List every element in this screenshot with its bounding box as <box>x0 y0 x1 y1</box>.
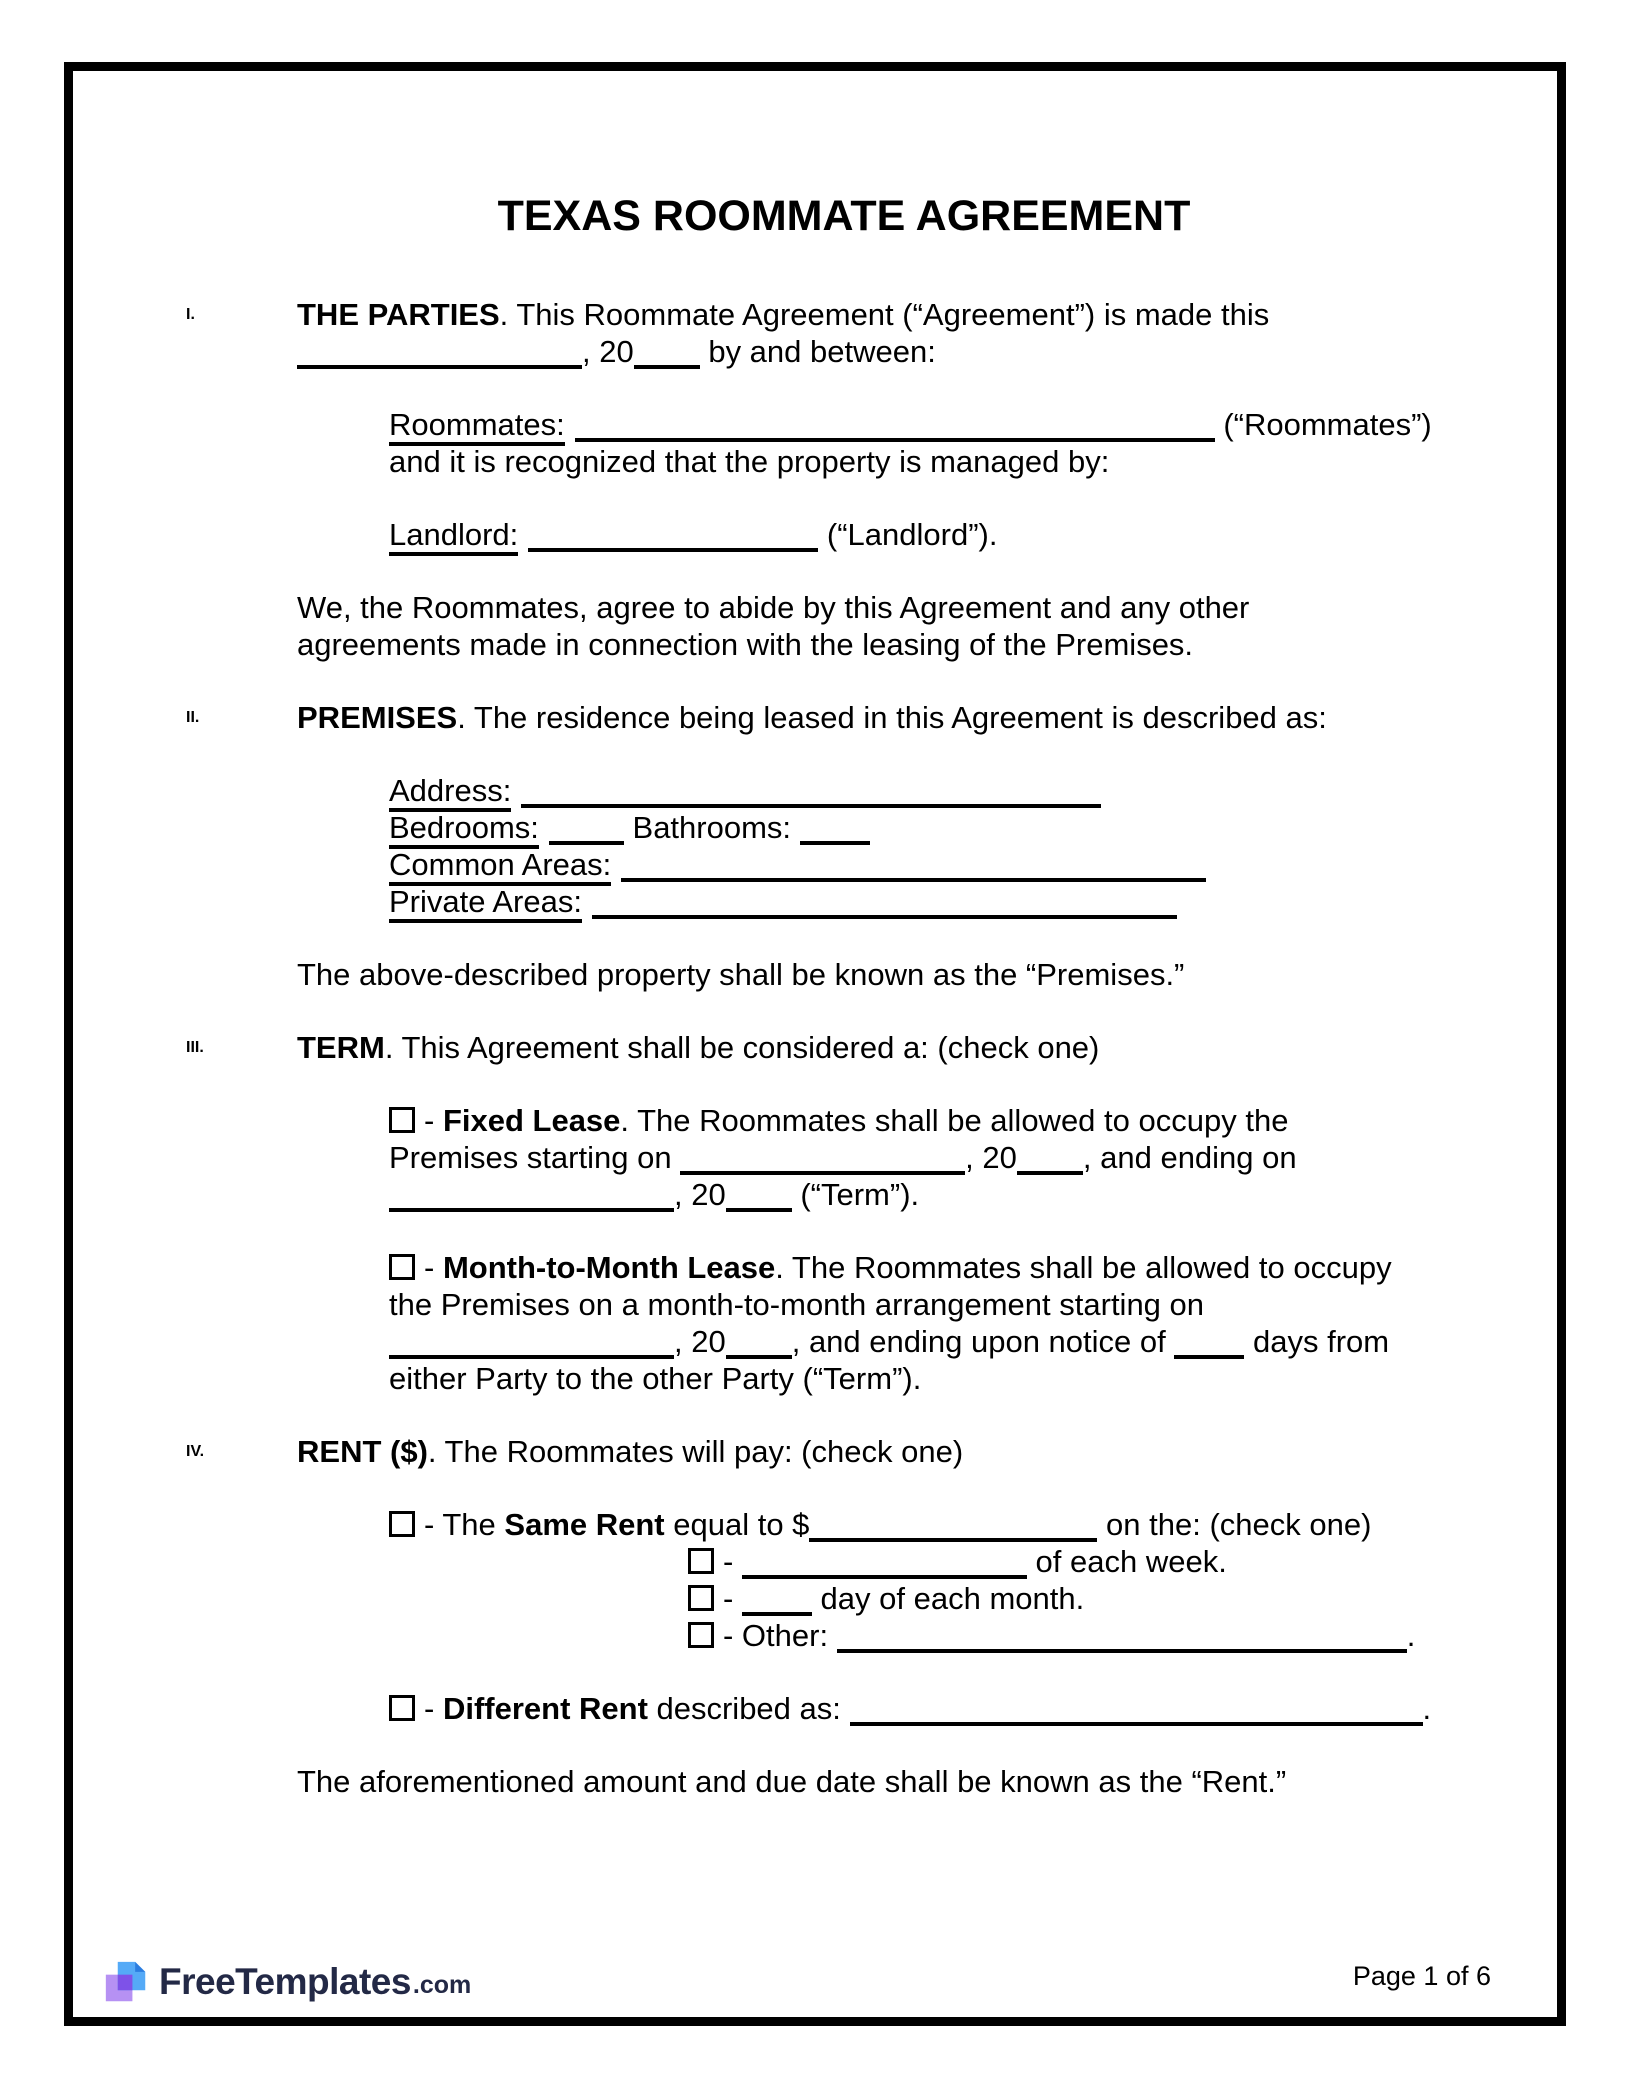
roommates-label: Roommates: <box>389 407 565 446</box>
bedrooms-label: Bedrooms: <box>389 810 539 849</box>
m2m-line-2 <box>389 1286 1502 1323</box>
parties-between-text: by and between: <box>699 334 936 369</box>
section-the-parties <box>186 296 1502 370</box>
rent-note-text: The aforementioned amount and due date shall be known as the “Rent.” <box>297 1764 1287 1799</box>
m2m-label: Month-to-Month Lease <box>442 1250 776 1285</box>
address-line <box>389 772 1502 809</box>
m2m-notice-days-blank[interactable] <box>1174 1327 1244 1359</box>
rent-line-1 <box>297 1433 1502 1470</box>
month-to-month-block <box>389 1249 1502 1397</box>
weekly-option-line <box>688 1543 1502 1580</box>
section-parties-numeral: I. <box>186 306 195 323</box>
fixed-lease-line-3 <box>389 1176 1502 1213</box>
landlord-block <box>389 516 1502 553</box>
roommates-managed-text: and it is recognized that the property is managed by: <box>389 444 1110 479</box>
fixed-end-year-prefix: , 20 <box>674 1177 726 1212</box>
m2m-days-text: days from <box>1244 1324 1390 1359</box>
monthly-text: day of each month. <box>811 1581 1085 1616</box>
different-rent-checkbox[interactable] <box>389 1695 415 1721</box>
rent-note-paragraph <box>186 1763 1502 1800</box>
different-rent-line <box>389 1690 1502 1727</box>
same-rent-end-text: on the: (check one) <box>1097 1507 1372 1542</box>
m2m-start-date-blank[interactable] <box>389 1327 674 1359</box>
section-term-numeral: III. <box>186 1039 204 1056</box>
roommates-managed-line <box>389 443 1502 480</box>
fixed-ending-text: , and ending on <box>1082 1140 1297 1175</box>
premises-note-paragraph <box>186 956 1502 993</box>
premises-note-line <box>297 956 1502 993</box>
rent-note-line <box>297 1763 1502 1800</box>
fixed-lease-sep: - <box>424 1103 443 1138</box>
weekly-day-blank[interactable] <box>742 1547 1027 1579</box>
rent-schedule-options <box>688 1543 1502 1654</box>
roommates-names-blank[interactable] <box>575 410 1215 442</box>
term-intro-text: . This Agreement shall be considered a: (check one) <box>384 1030 1100 1065</box>
section-premises-numeral: II. <box>186 709 200 726</box>
landlord-line <box>389 516 1502 553</box>
fixed-end-year-blank[interactable] <box>726 1180 792 1212</box>
weekly-sep: - <box>723 1544 742 1579</box>
same-rent-block <box>389 1506 1502 1654</box>
weekly-day-checkbox[interactable] <box>688 1548 714 1574</box>
rent-heading: RENT ($) <box>297 1434 428 1469</box>
monthly-day-checkbox[interactable] <box>688 1585 714 1611</box>
m2m-line-4 <box>389 1360 1502 1397</box>
same-rent-line <box>389 1506 1502 1543</box>
different-rent-block <box>389 1690 1502 1727</box>
premises-note-text: The above-described property shall be known as the “Premises.” <box>297 957 1185 992</box>
other-option-line <box>688 1617 1502 1654</box>
other-label: - Other: <box>723 1618 837 1653</box>
fixed-lease-label: Fixed Lease <box>442 1103 621 1138</box>
different-rent-mid-text: described as: <box>647 1691 850 1726</box>
landlord-label: Landlord: <box>389 517 518 556</box>
parties-line-2 <box>297 333 1502 370</box>
agreement-date-blank[interactable] <box>297 337 582 369</box>
document-body <box>186 191 1502 1800</box>
address-label: Address: <box>389 773 511 812</box>
common-areas-label: Common Areas: <box>389 847 611 886</box>
term-heading: TERM <box>297 1030 385 1065</box>
different-rent-description-blank[interactable] <box>850 1694 1423 1726</box>
same-rent-pre-text: - The <box>424 1507 505 1542</box>
fixed-end-date-blank[interactable] <box>389 1180 674 1212</box>
parties-intro-text: . This Roommate Agreement (“Agreement”) is made this <box>499 297 1270 332</box>
m2m-year-prefix: , 20 <box>674 1324 726 1359</box>
parties-line-1 <box>297 296 1502 333</box>
m2m-text-4: either Party to the other Party (“Term”). <box>389 1361 922 1396</box>
same-rent-label: Same Rent <box>504 1507 665 1542</box>
premises-intro-text: . The residence being leased in this Agreement is described as: <box>457 700 1327 735</box>
premises-heading: PREMISES <box>297 700 458 735</box>
same-rent-mid-text: equal to $ <box>664 1507 810 1542</box>
page-number: Page 1 of 6 <box>1352 1961 1491 1991</box>
roommates-line <box>389 406 1502 443</box>
fixed-lease-checkbox[interactable] <box>389 1107 415 1133</box>
fixed-start-text: Premises starting on <box>389 1140 681 1175</box>
month-to-month-checkbox[interactable] <box>389 1254 415 1280</box>
m2m-line-1 <box>389 1249 1502 1286</box>
section-rent <box>186 1433 1502 1470</box>
premises-line-1 <box>297 699 1502 736</box>
same-rent-amount-blank[interactable] <box>809 1510 1097 1542</box>
fixed-start-year-blank[interactable] <box>1017 1143 1083 1175</box>
other-checkbox[interactable] <box>688 1622 714 1648</box>
landlord-name-blank[interactable] <box>528 520 818 552</box>
private-areas-blank[interactable] <box>592 887 1177 919</box>
address-blank[interactable] <box>521 776 1101 808</box>
m2m-notice-text: , and ending upon notice of <box>791 1324 1175 1359</box>
freetemplates-logo-icon <box>104 1960 148 2004</box>
agree-text-2: agreements made in connection with the leasing of the Premises. <box>297 627 1194 662</box>
m2m-text-2: the Premises on a month-to-month arrangement starting on <box>389 1287 1205 1322</box>
brand-name: FreeTemplates <box>159 1961 411 2002</box>
rent-intro-text: . The Roommates will pay: (check one) <box>427 1434 964 1469</box>
term-line-1 <box>297 1029 1502 1066</box>
agree-line-1 <box>297 589 1502 626</box>
bedrooms-bathrooms-line <box>389 809 1502 846</box>
fixed-lease-block <box>389 1102 1502 1213</box>
m2m-text-1: . The Roommates shall be allowed to occupy <box>775 1250 1392 1285</box>
private-areas-label: Private Areas: <box>389 884 582 923</box>
fixed-start-date-blank[interactable] <box>680 1143 965 1175</box>
other-period: . <box>1406 1618 1416 1653</box>
agreement-year-blank[interactable] <box>634 337 700 369</box>
m2m-line-3 <box>389 1323 1502 1360</box>
section-premises <box>186 699 1502 736</box>
fixed-lease-line-1 <box>389 1102 1502 1139</box>
bathrooms-label: Bathrooms: <box>623 810 800 845</box>
bedrooms-blank[interactable] <box>549 813 624 845</box>
fixed-term-text: (“Term”). <box>791 1177 920 1212</box>
agree-line-2 <box>297 626 1502 663</box>
different-rent-sep: - <box>424 1691 443 1726</box>
roommates-paren-text: (“Roommates”) <box>1214 407 1432 442</box>
brand-logo <box>104 1960 471 2004</box>
brand-suffix: .com <box>412 1971 472 1999</box>
private-areas-line <box>389 883 1502 920</box>
monthly-sep: - <box>723 1581 742 1616</box>
parties-heading: THE PARTIES <box>297 297 500 332</box>
common-areas-blank[interactable] <box>621 850 1206 882</box>
agree-paragraph <box>186 589 1502 663</box>
different-rent-period: . <box>1422 1691 1432 1726</box>
landlord-paren-text: (“Landlord”). <box>818 517 998 552</box>
bathrooms-blank[interactable] <box>800 813 870 845</box>
fixed-lease-text-1: . The Roommates shall be allowed to occupy the <box>620 1103 1289 1138</box>
monthly-option-line <box>688 1580 1502 1617</box>
document-page <box>64 62 1566 2026</box>
weekly-text: of each week. <box>1026 1544 1227 1579</box>
section-rent-numeral: IV. <box>186 1443 205 1460</box>
same-rent-checkbox[interactable] <box>389 1511 415 1537</box>
monthly-day-blank[interactable] <box>742 1584 812 1616</box>
m2m-sep: - <box>424 1250 443 1285</box>
agree-text-1: We, the Roommates, agree to abide by this Agreement and any other <box>297 590 1250 625</box>
section-term <box>186 1029 1502 1066</box>
premises-fields <box>389 772 1502 920</box>
other-description-blank[interactable] <box>837 1621 1407 1653</box>
common-areas-line <box>389 846 1502 883</box>
roommates-block <box>389 406 1502 480</box>
page-title: TEXAS ROOMMATE AGREEMENT <box>497 192 1191 240</box>
parties-year-prefix: , 20 <box>582 334 634 369</box>
fixed-start-year-prefix: , 20 <box>965 1140 1017 1175</box>
different-rent-label: Different Rent <box>442 1691 648 1726</box>
fixed-lease-line-2 <box>389 1139 1502 1176</box>
m2m-start-year-blank[interactable] <box>726 1327 792 1359</box>
